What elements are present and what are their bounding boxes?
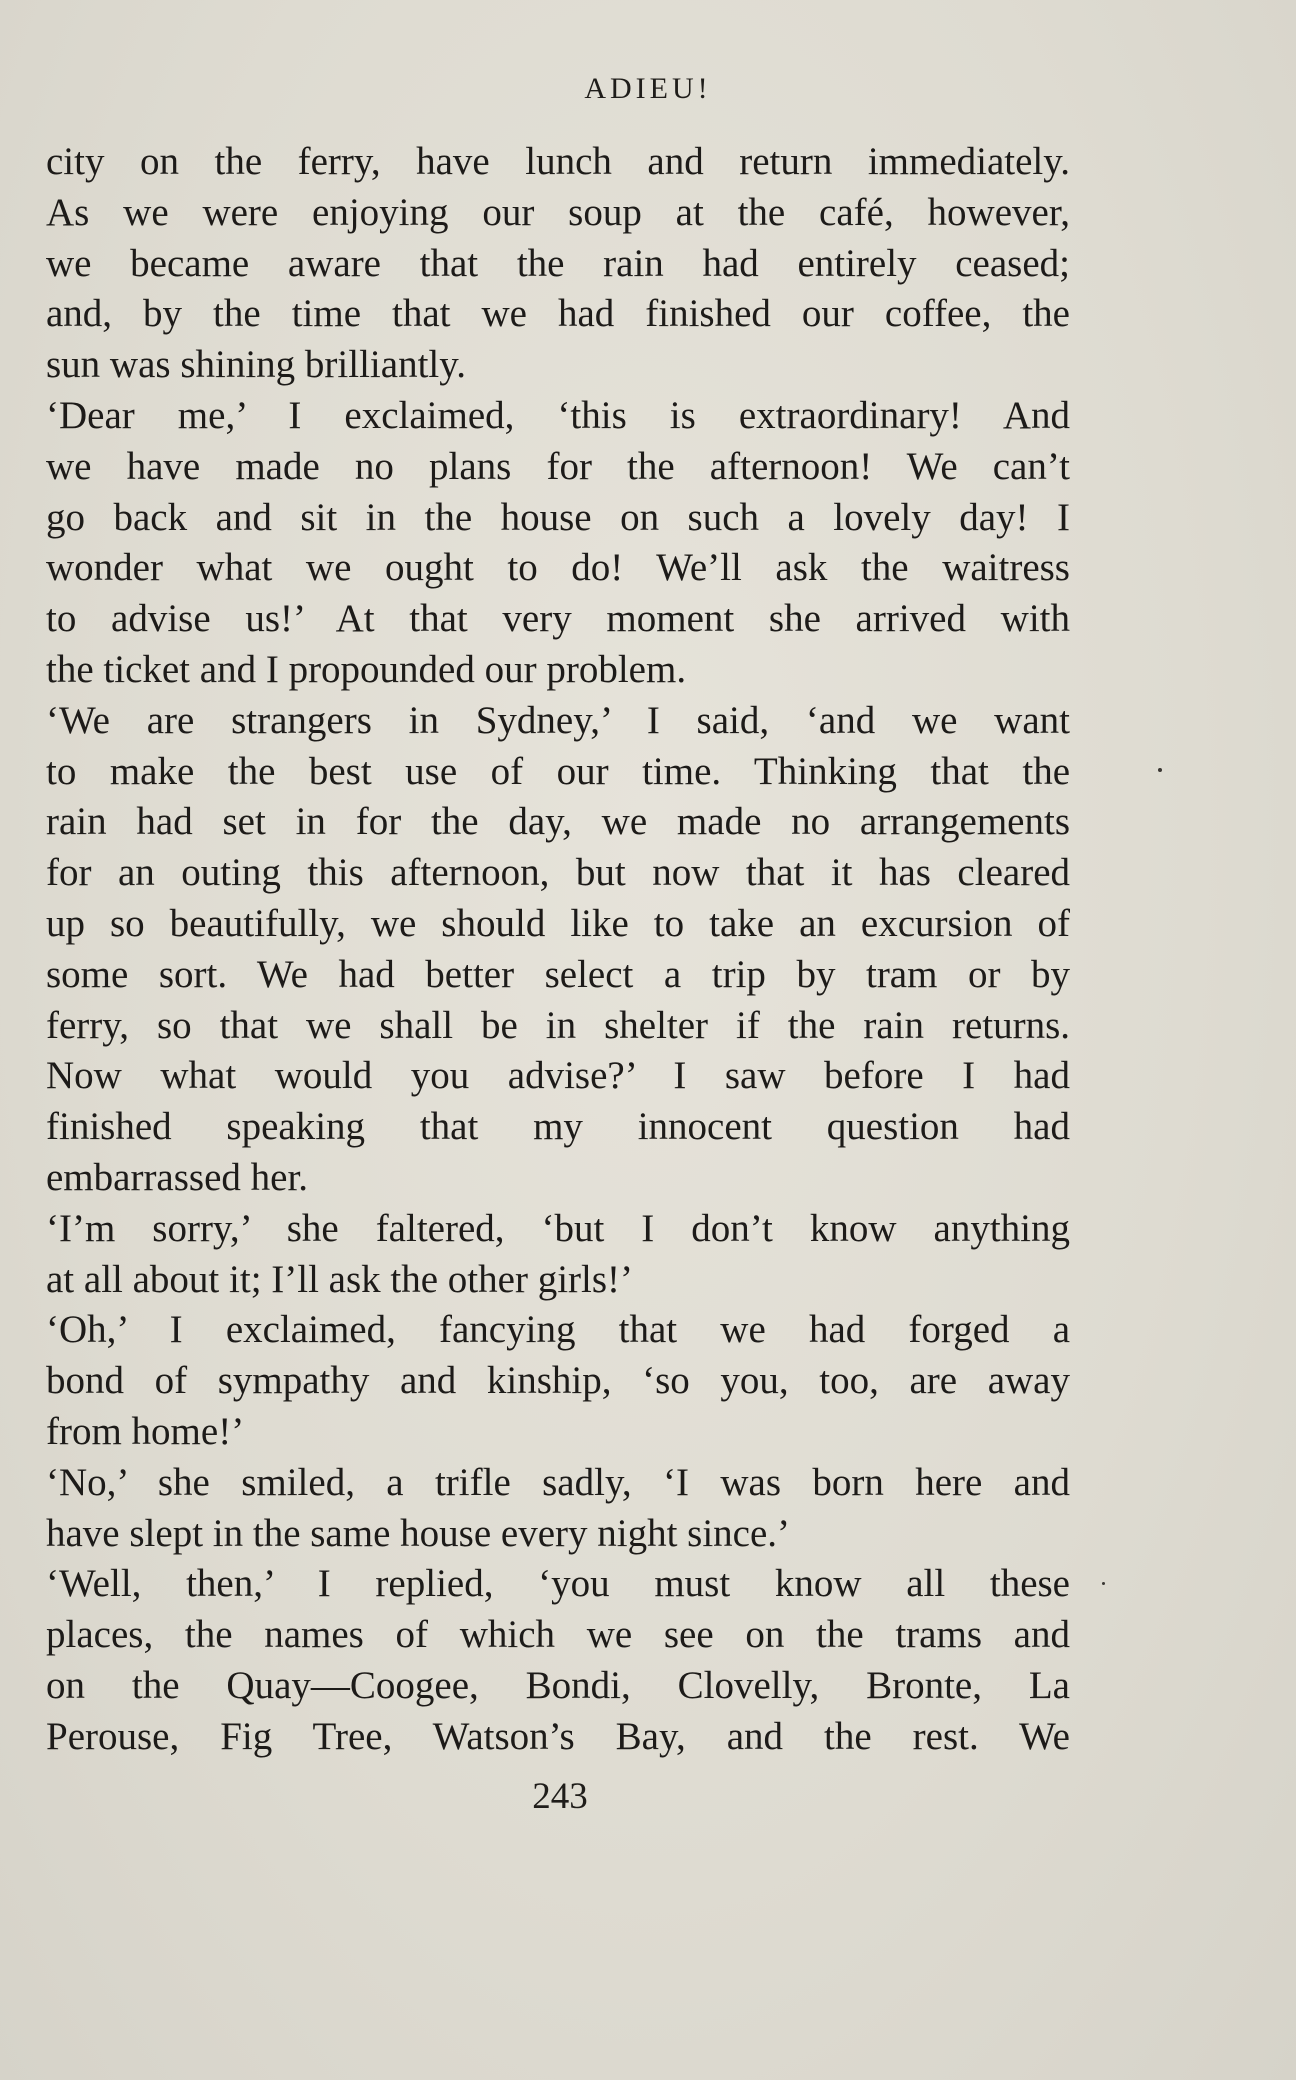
text-line: for an outing this afternoon, but now that it has cleared [46, 851, 1070, 895]
running-head: ADIEU! [584, 72, 712, 105]
text-line: we have made no plans for the afternoon! We can’t [46, 444, 1070, 488]
text-line: ‘We are strangers in Sydney,’ I said, ‘and we want [46, 698, 1070, 742]
text-line: up so beautifully, we should like to take an excursion of [46, 901, 1070, 945]
text-line: and, by the time that we had finished our coffee, the [46, 292, 1070, 336]
text-line: ‘Dear me,’ I exclaimed, ‘this is extraordinary! And [46, 393, 1070, 437]
text-line: the ticket and I propounded our problem. [46, 647, 687, 691]
text-line: on the Quay—Coogee, Bondi, Clovelly, Bronte, La [46, 1663, 1070, 1707]
text-line: at all about it; I’ll ask the other girls!’ [46, 1257, 633, 1301]
text-line: to make the best use of our time. Thinking that the [46, 749, 1070, 793]
text-line: have slept in the same house every night since.’ [46, 1511, 791, 1555]
text-line: city on the ferry, have lunch and return immediately. [46, 140, 1070, 183]
text-line: embarrassed her. [46, 1155, 309, 1199]
text-line: some sort. We had better select a trip by tram or by [46, 952, 1070, 996]
dust-speck [1102, 1582, 1105, 1585]
text-line: ‘I’m sorry,’ she faltered, ‘but I don’t know anything [46, 1206, 1070, 1250]
text-line: we became aware that the rain had entirely ceased; [46, 241, 1070, 285]
text-line: Perouse, Fig Tree, Watson’s Bay, and the rest. We [46, 1714, 1070, 1758]
text-line: ferry, so that we shall be in shelter if the rain returns. [46, 1003, 1070, 1047]
text-line: ‘Oh,’ I exclaimed, fancying that we had forged a [46, 1308, 1070, 1352]
text-line: rain had set in for the day, we made no arrangements [46, 800, 1070, 844]
text-line: As we were enjoying our soup at the café, however, [46, 190, 1070, 234]
text-line: from home!’ [46, 1409, 245, 1453]
text-line: to advise us!’ At that very moment she arrived with [46, 597, 1070, 641]
text-line: go back and sit in the house on such a lovely day! I [46, 495, 1070, 539]
body-text [46, 137, 1070, 1763]
text-line: ‘Well, then,’ I replied, ‘you must know all these [46, 1562, 1070, 1606]
text-line: finished speaking that my innocent question had [46, 1105, 1070, 1149]
page-number: 243 [532, 1776, 588, 1817]
text-line: ‘No,’ she smiled, a trifle sadly, ‘I was born here and [46, 1460, 1070, 1504]
text-line: places, the names of which we see on the trams and [46, 1613, 1070, 1657]
text-line: bond of sympathy and kinship, ‘so you, too, are away [46, 1359, 1070, 1403]
text-line: Now what would you advise?’ I saw before I had [46, 1054, 1070, 1098]
dust-speck [1158, 768, 1162, 772]
text-line: sun was shining brilliantly. [46, 343, 466, 387]
text-line: wonder what we ought to do! We’ll ask the waitress [46, 546, 1070, 590]
